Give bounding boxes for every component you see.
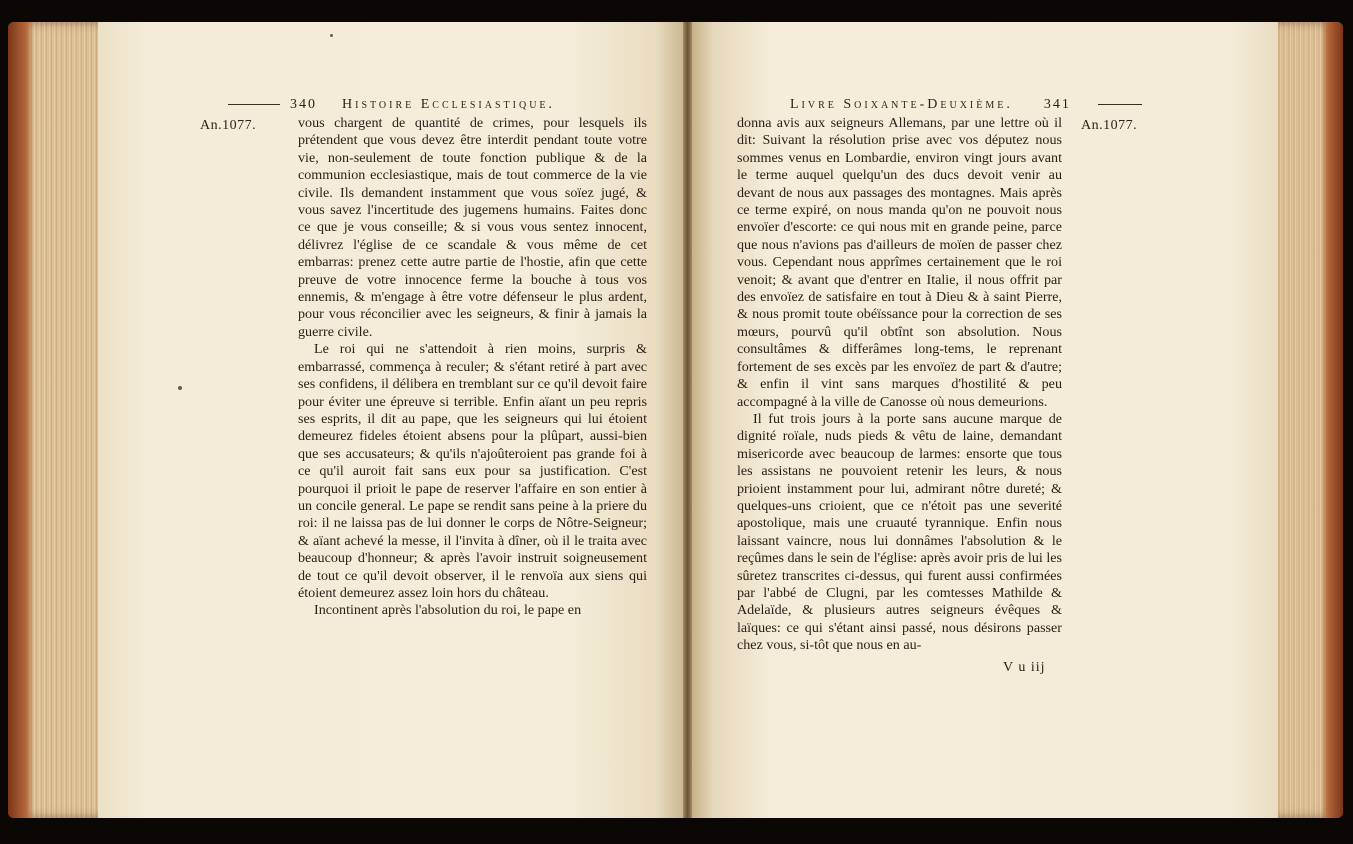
foxing-spot: [330, 34, 333, 37]
left-running-header: [290, 97, 555, 113]
left-running-head-title: Histoire Ecclesiastique.: [342, 97, 556, 112]
left-paragraph-3: Incontinent après l'absolution du roi, le pape en: [314, 602, 582, 619]
left-page-number: 340: [290, 97, 317, 112]
header-rule-right: [1098, 104, 1142, 105]
left-page-edges: [8, 22, 100, 818]
right-paragraph-1: donna avis aux seigneurs Allemans, par une lettre où il dit: Suivant la résolution prise avec vos députez nous sommes venus en Lombardie, environ vingt jours avant le terme auquel quelqu'un des ducs devoit venir au devant de nous aux passages des montagnes. Mais après ce terme expiré, on nous manda qu'on ne pouvoit nous envoïer d'escorte: ce qui nous mit en grande peine, parce que nous n'avions pas d'ailleurs de moïen de passer chez vous. Cependant nous apprîmes certainement que le roi venoit; & avant que d'entrer en Italie, il nous offrit par des envoïez de satisfaire en tout à Dieu & à saint Pierre, & nous promit toute obéïssance pour la correction de ses mœurs, pourvû qu'il obtînt son absolution. Nous consultâmes & differâmes long-tems, le reprenant fortement de ses excès par les envoïez de part & d'autre; & enfin il vint sans marques d'hostilité & peu accompagné à la ville de Canosse où nous demeurions.: [737, 115, 1062, 410]
book-gutter: [683, 22, 692, 818]
printer-signature-mark: V u iij: [1003, 660, 1046, 675]
right-page-edges: [1277, 22, 1343, 818]
header-rule-left: [228, 104, 280, 105]
right-body-text: [737, 115, 1062, 655]
right-page-number: 341: [1043, 97, 1071, 112]
foxing-spot: [178, 386, 182, 390]
left-paragraph-1: vous chargent de quantité de crimes, pour lesquels ils prétendent que vous devez être interdit pendant toute votre vie, non-seulement de toute fonction publique & de la communion ecclesiastique, mais de tout commerce de la vie civile. Ils demandent instamment que vous soïez jugé, & vous savez l'incertitude des jugemens humains. Faites donc ce que je vous conseille; & si vous vous sentez innocent, délivrez l'église de ce scandale & vous même de cet embarras: prenez cette autre partie de l'hostie, afin que cette preuve de votre innocence ferme la bouche à tous vos ennemis, & m'engage à être votre défenseur le plus ardent, pour vous réconcilier avec les seigneurs, & finir à jamais la guerre civile.: [298, 115, 647, 340]
right-running-header: [790, 97, 1071, 113]
right-running-head-title: Livre Soixante-Deuxième.: [790, 97, 1013, 112]
right-paragraph-2: Il fut trois jours à la porte sans aucune marque de dignité roïale, nuds pieds & vêtu de laine, demandant misericorde avec beaucoup de larmes: ensorte que tous les assistans ne pouvoient retenir les leurs, & nous prioient instamment pour lui, admirant nôtre dureté; & quelques-uns crioient, que ce n'étoit pas une severité apostolique, mais une cruauté tyrannique. Enfin nous laissant vaincre, nous lui donnâmes l'absolution & le reçûmes dans le sein de l'église: après avoir pris de lui les sûretez transcrites ci-dessus, qui furent aussi confirmées par l'abbé de Clugni, par les comtesses Mathilde & Adelaïde, & plusieurs autres seigneurs évêques & laïques: ce qui s'étant ainsi passé, nous désirons passer chez vous, si-tôt que nous en au-: [737, 410, 1062, 654]
left-body-text: [298, 115, 647, 620]
left-margin-year: An.1077.: [200, 118, 257, 133]
left-paragraph-2: Le roi qui ne s'attendoit à rien moins, surpris & embarrassé, commença à reculer; & s'étant retiré à part avec ses confidens, il délibera en tremblant sur ce qu'il devoit faire pour éviter une épreuve si terrible. Enfin aïant un peu repris ses esprits, il dit au pape, que les seigneurs qui lui étoient demeurez fideles étoient absens pour la plûpart, aussi-bien que ses accusateurs; & qu'ils n'ajoûteroient pas grande foi à ce qu'il auroit fait sans eux pour sa justification. C'est pourquoi il prioit le pape de reserver l'affaire en son entier à un concile general. Le pape se rendit sans peine à la priere du roi: il ne laissa pas de lui donner le corps de Nôtre-Seigneur; & aïant achevé la messe, il l'invita à dîner, où il le traita avec beaucoup d'honneur; & après l'avoir instruit soigneusement de tout ce qu'il devoit observer, il le renvoïa aux siens qui étoient demeurez assez loin hors du château.: [298, 341, 647, 601]
right-margin-year: An.1077.: [1081, 118, 1138, 133]
